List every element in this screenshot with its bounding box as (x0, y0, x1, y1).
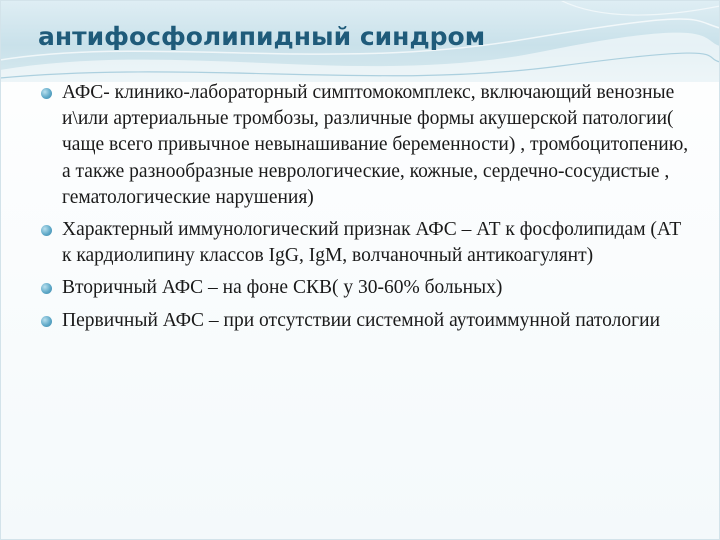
slide-title: антифосфолипидный синдром (38, 22, 486, 51)
circle-bullet-icon (41, 88, 52, 99)
bullet-list (40, 80, 695, 340)
list-item-text: Характерный иммунологический признак АФС – АТ к фосфолипидам (АТ к кардиолипину классов IgG, IgM, волчаночный антикоагулянт) (62, 219, 682, 267)
list-item-text: Вторичный АФС – на фоне СКВ( у 30-60% больных) (62, 277, 503, 299)
header-band (0, 0, 720, 82)
list-item-text: АФС- клинико-лабораторный симптомокомплекс, включающий венозные и\или артериальные тромбозы, различные формы акушерской патологии( чаще всего привычное невынашивание беременности) , тромбоцитопению, а также разнообразные неврологические, кожные, сердечно-сосудистые , гематологические нарушения) (62, 82, 689, 208)
list-item-text: Первичный АФС – при отсутствии системной аутоиммунной патологии (62, 309, 661, 331)
circle-bullet-icon (41, 283, 52, 294)
list-item (40, 275, 695, 301)
list-item (40, 80, 695, 211)
circle-bullet-icon (41, 225, 52, 236)
list-item (40, 308, 695, 334)
circle-bullet-icon (41, 316, 52, 327)
list-item (40, 217, 695, 269)
